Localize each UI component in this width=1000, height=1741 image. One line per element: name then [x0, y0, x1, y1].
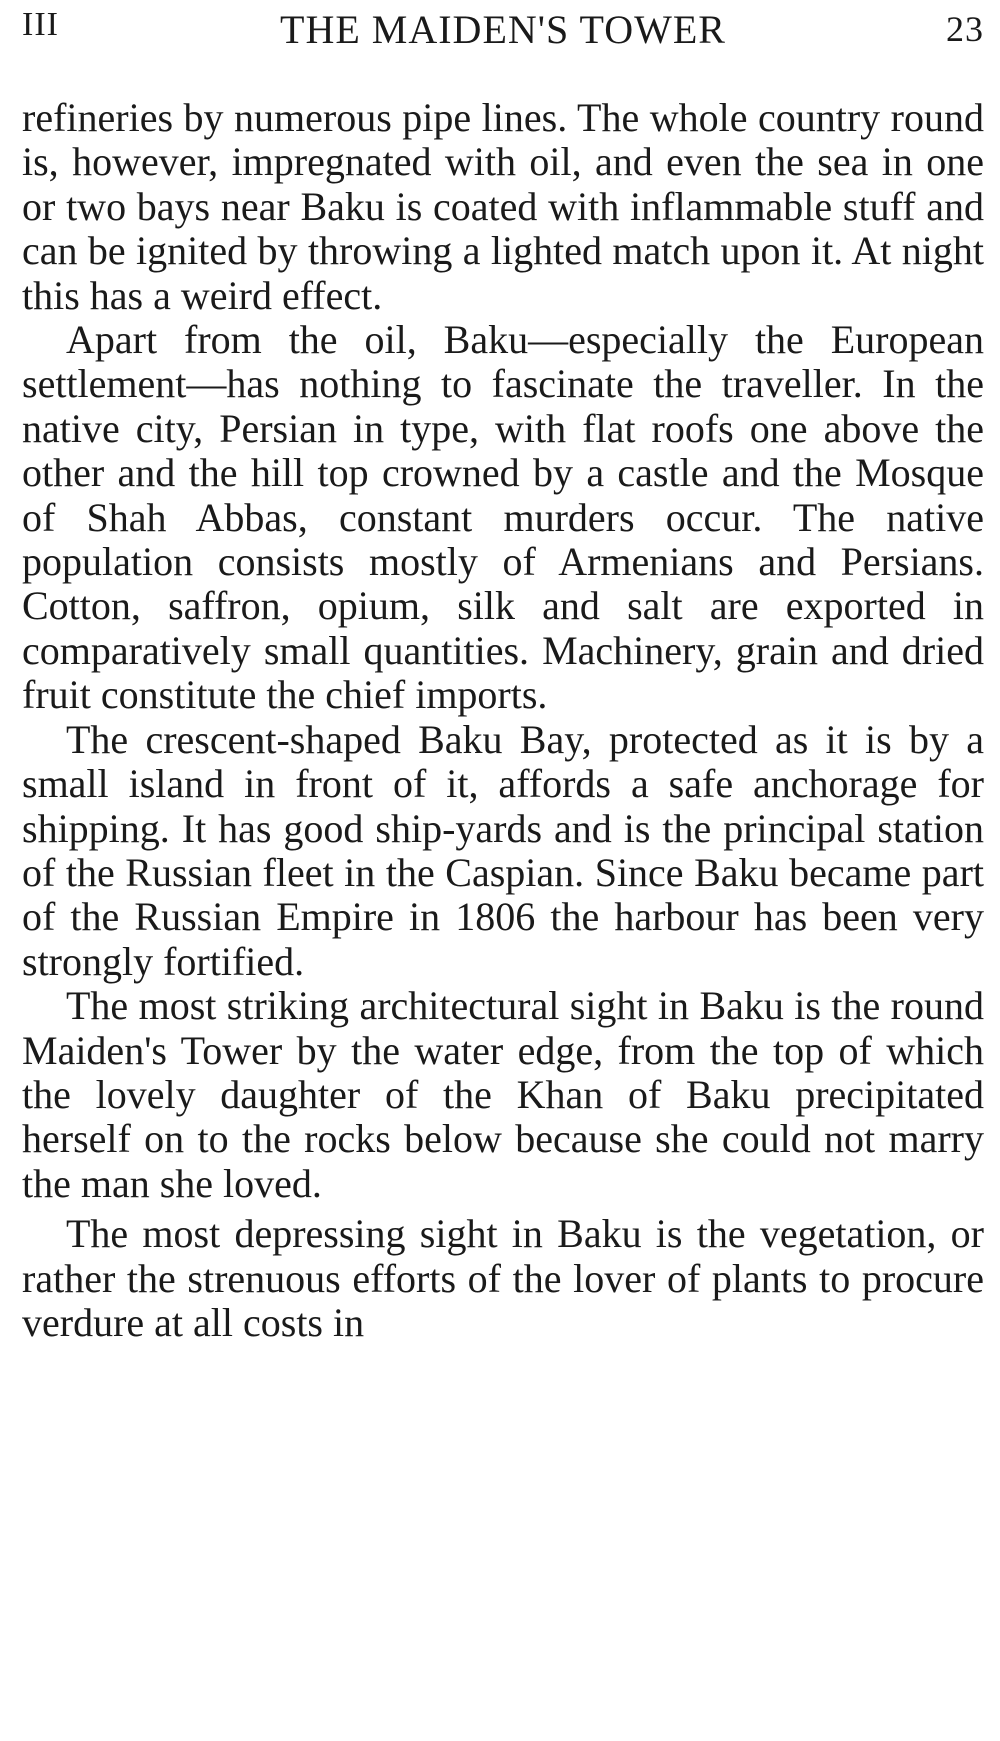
paragraph-oil-and-city: Apart from the oil, Baku—especially the European settlement—has nothing to fascinate the traveller. In the native city, Persian in type, with flat roofs one above the other and the hill top crowned by a castle and the Mosque of Shah Abbas, constant murders occur. The native population consists mostly of Armenians and Persians. Cotton, saffron, opium, silk and salt are exported in comparatively small quantities. Machinery, grain and dried fruit constitute the chief imports.	[22, 317, 984, 718]
paragraph-baku-bay: The crescent-shaped Baku Bay, protected as it is by a small island in front of it, affords a safe anchorage for shipping. It has good ship-yards and is the principal station of the Russian fleet in the Caspian. Since Baku became part of the Russian Empire in 1806 the harbour has been very strongly fortified.	[22, 716, 984, 984]
chapter-number: III	[22, 6, 59, 43]
paragraph-continuation: refineries by numerous pipe lines. The whole country round is, however, impregnated with oil, and even the sea in one or two bays near Baku is coated with inflammable stuff and can be ignited by throwing a lighted match upon it. At night this has a weird effect.	[22, 95, 984, 318]
running-title: THE MAIDEN'S TOWER	[280, 7, 726, 52]
paragraph-maidens-tower: The most striking architectural sight in Baku is the round Maiden's Tower by the water edge, from the top of which the lovely daughter of the Khan of Baku precipitated herself on to the rocks below because she could not marry the man she loved.	[22, 983, 984, 1206]
page-header	[22, 6, 984, 54]
paragraph-vegetation: The most depressing sight in Baku is the vegetation, or rather the strenuous efforts of the lover of plants to procure verdure at all costs in	[22, 1211, 984, 1345]
page-number: 23	[946, 9, 984, 49]
body-text	[22, 96, 984, 1345]
book-page	[22, 0, 984, 1741]
